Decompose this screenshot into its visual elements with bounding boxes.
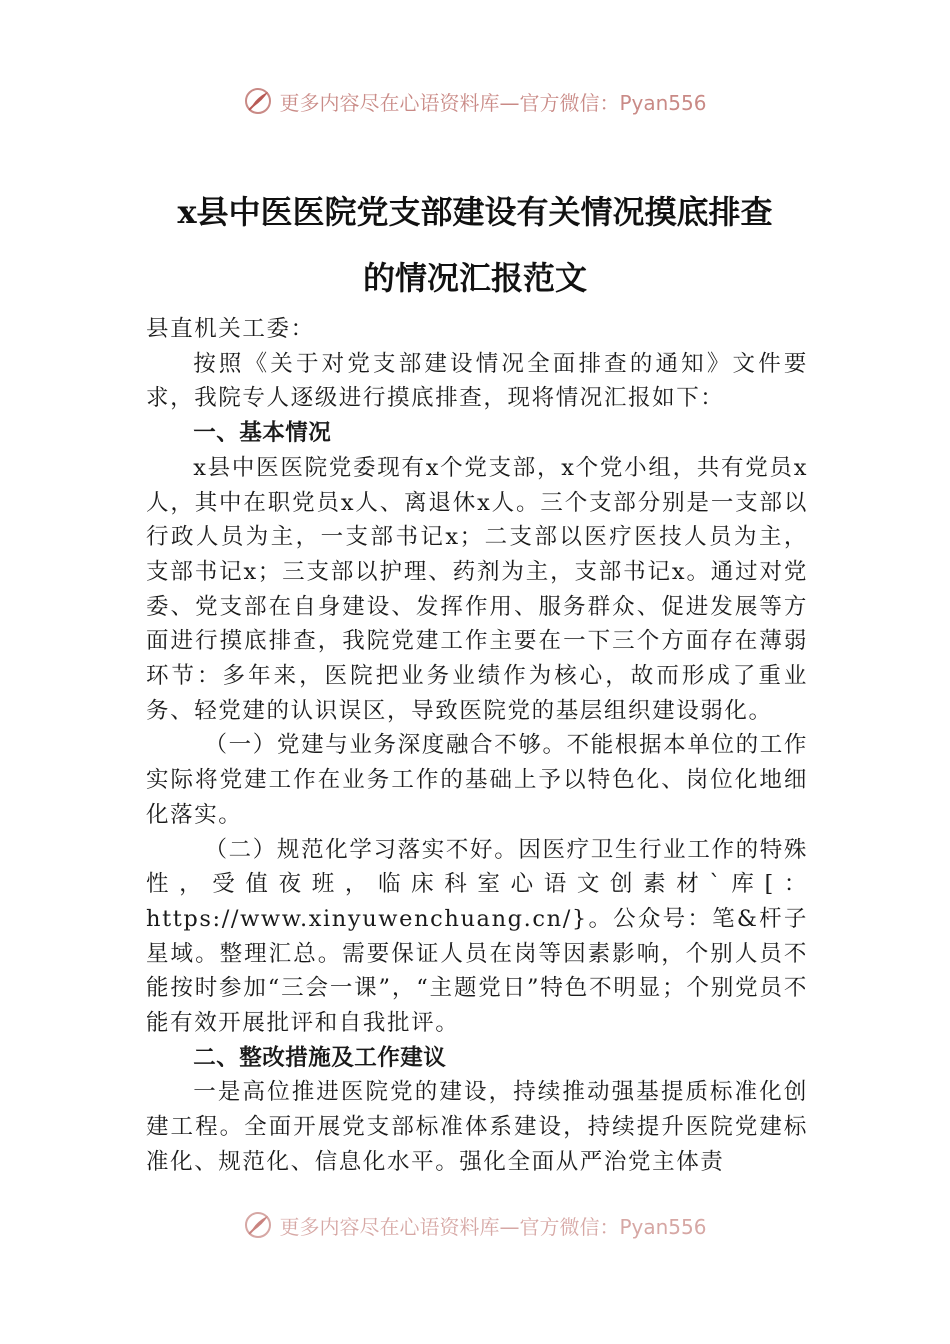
watermark-footer xyxy=(0,1210,950,1240)
paragraph-item-1: （一）党建与业务深度融合不够。不能根据本单位的工作实际将党建工作在业务工作的基础上予以特色化、岗位化地细化落实。 xyxy=(146,732,808,828)
document-title-line-1: x县中医医院党支部建设有关情况摸底排查 xyxy=(177,193,773,231)
watermark-text: 更多内容尽在心语资料库—官方微信：Pyan556 xyxy=(279,1214,707,1239)
salutation: 县直机关工委： xyxy=(146,316,315,342)
section-heading-measures: 二、整改措施及工作建议 xyxy=(193,1044,447,1071)
quill-logo-icon xyxy=(243,1210,273,1240)
paragraph-item-2: （二）规范化学习落实不好。因医疗卫生行业工作的特殊性，受值夜班，临床科室心语文创素材`库[：https://www.xinyuwenchuang.cn/}。公众号：笔&杆子星域。整理汇总。需要保证人员在岗等因素影响，个别人员不能按时参加“三会一课”，“主题党日”特色不明显；个别党员不能有效开展批评和自我批评。 xyxy=(146,836,808,1037)
section-heading-basic: 一、基本情况 xyxy=(193,420,332,447)
paragraph-measure-1: 一是高位推进医院党的建设，持续推动强基提质标准化创建工程。全面开展党支部标准体系建设，持续提升医院党建标准化、规范化、信息化水平。强化全面从严治党主体责 xyxy=(146,1079,808,1175)
document-title-line-2: 的情况汇报范文 xyxy=(362,259,587,297)
paragraph-basic-situation: x县中医医院党委现有x个党支部，x个党小组，共有党员x人，其中在职党员x人、离退休x人。三个支部分别是一支部以行政人员为主，一支部书记x；二支部以医疗医技人员为主，支部书记x；三支部以护理、药剂为主，支部书记x。通过对党委、党支部在自身建设、发挥作用、服务群众、促进发展等方面进行摸底排查，我院党建工作主要在一下三个方面存在薄弱环节：多年来，医院把业务业绩作为核心，故而形成了重业务、轻党建的认识误区，导致医院党的基层组织建设弱化。 xyxy=(146,454,808,724)
watermark-header xyxy=(0,86,950,116)
document-body xyxy=(146,312,808,1202)
quill-logo-icon xyxy=(243,86,273,116)
watermark-text: 更多内容尽在心语资料库—官方微信：Pyan556 xyxy=(279,90,707,115)
paragraph-intro: 按照《关于对党支部建设情况全面排查的通知》文件要求，我院专人逐级进行摸底排查，现将情况汇报如下： xyxy=(146,350,808,412)
